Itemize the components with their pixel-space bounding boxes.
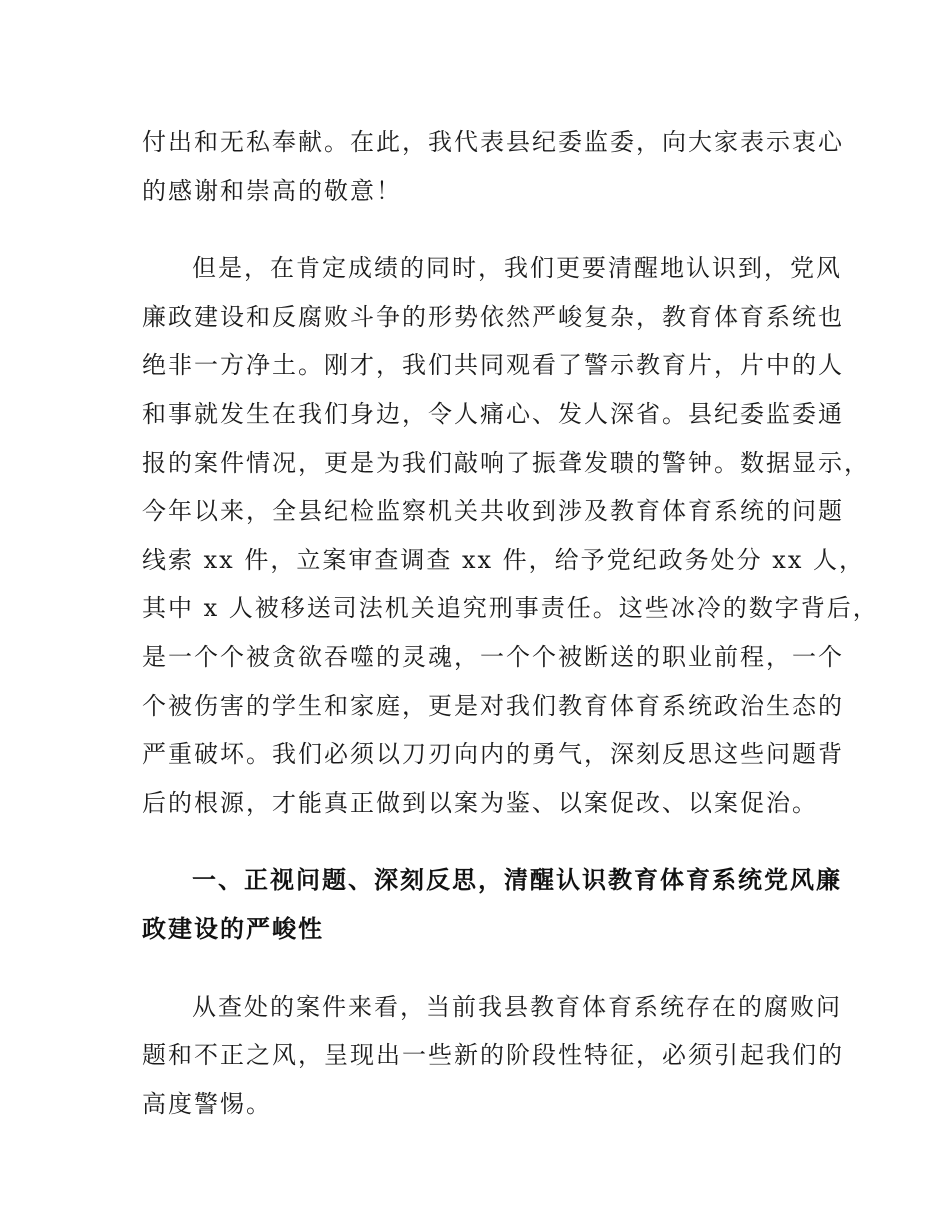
section-heading [142,856,842,953]
paragraph-situation [142,244,879,827]
text-line: 和事就发生在我们身边，令人痛心、发人深省。县纪委监委通 [142,399,844,428]
paragraph-gratitude [142,118,844,215]
text-line: 后的根源，才能真正做到以案为鉴、以案促改、以案促治。 [142,788,818,817]
text-line: 的感谢和崇高的敬意！ [142,176,402,205]
text-line: 绝非一方净土。刚才，我们共同观看了警示教育片，片中的人 [142,351,844,380]
paragraph-cases [142,983,844,1129]
document-body [142,118,879,1128]
text-line: 报的案件情况，更是为我们敲响了振聋发聩的警钟。数据显示， [142,448,870,477]
text-line: 付出和无私奉献。在此，我代表县纪委监委，向大家表示衷心 [142,128,844,156]
text-line: 高度警惕。 [142,1089,272,1118]
heading-line: 政建设的严峻性 [142,914,324,943]
heading-line: 一、正视问题、深刻反思，清醒认识教育体育系统党风廉 [192,866,842,895]
text-line: 线索 xx 件，立案审查调查 xx 件，给予党纪政务处分 xx 人， [142,545,865,574]
text-line: 今年以来，全县纪检监察机关共收到涉及教育体育系统的问题 [142,497,844,526]
text-line: 个被伤害的学生和家庭，更是对我们教育体育系统政治生态的 [142,691,844,720]
text-line: 是一个个被贪欲吞噬的灵魂，一个个被断送的职业前程，一个 [142,642,844,671]
text-line: 题和不正之风，呈现出一些新的阶段性特征，必须引起我们的 [142,1041,844,1070]
text-line: 廉政建设和反腐败斗争的形势依然严峻复杂，教育体育系统也 [142,302,844,331]
paragraph-gap [142,954,812,983]
text-line: 但是，在肯定成绩的同时，我们更要清醒地认识到，党风 [192,254,842,283]
paragraph-gap [142,215,812,244]
paragraph-gap [142,827,812,856]
text-line: 严重破坏。我们必须以刀刃向内的勇气，深刻反思这些问题背 [142,740,844,769]
text-line: 从查处的案件来看，当前我县教育体育系统存在的腐败问 [192,992,842,1021]
text-line: 其中 x 人被移送司法机关追究刑事责任。这些冰冷的数字背后， [142,594,879,623]
